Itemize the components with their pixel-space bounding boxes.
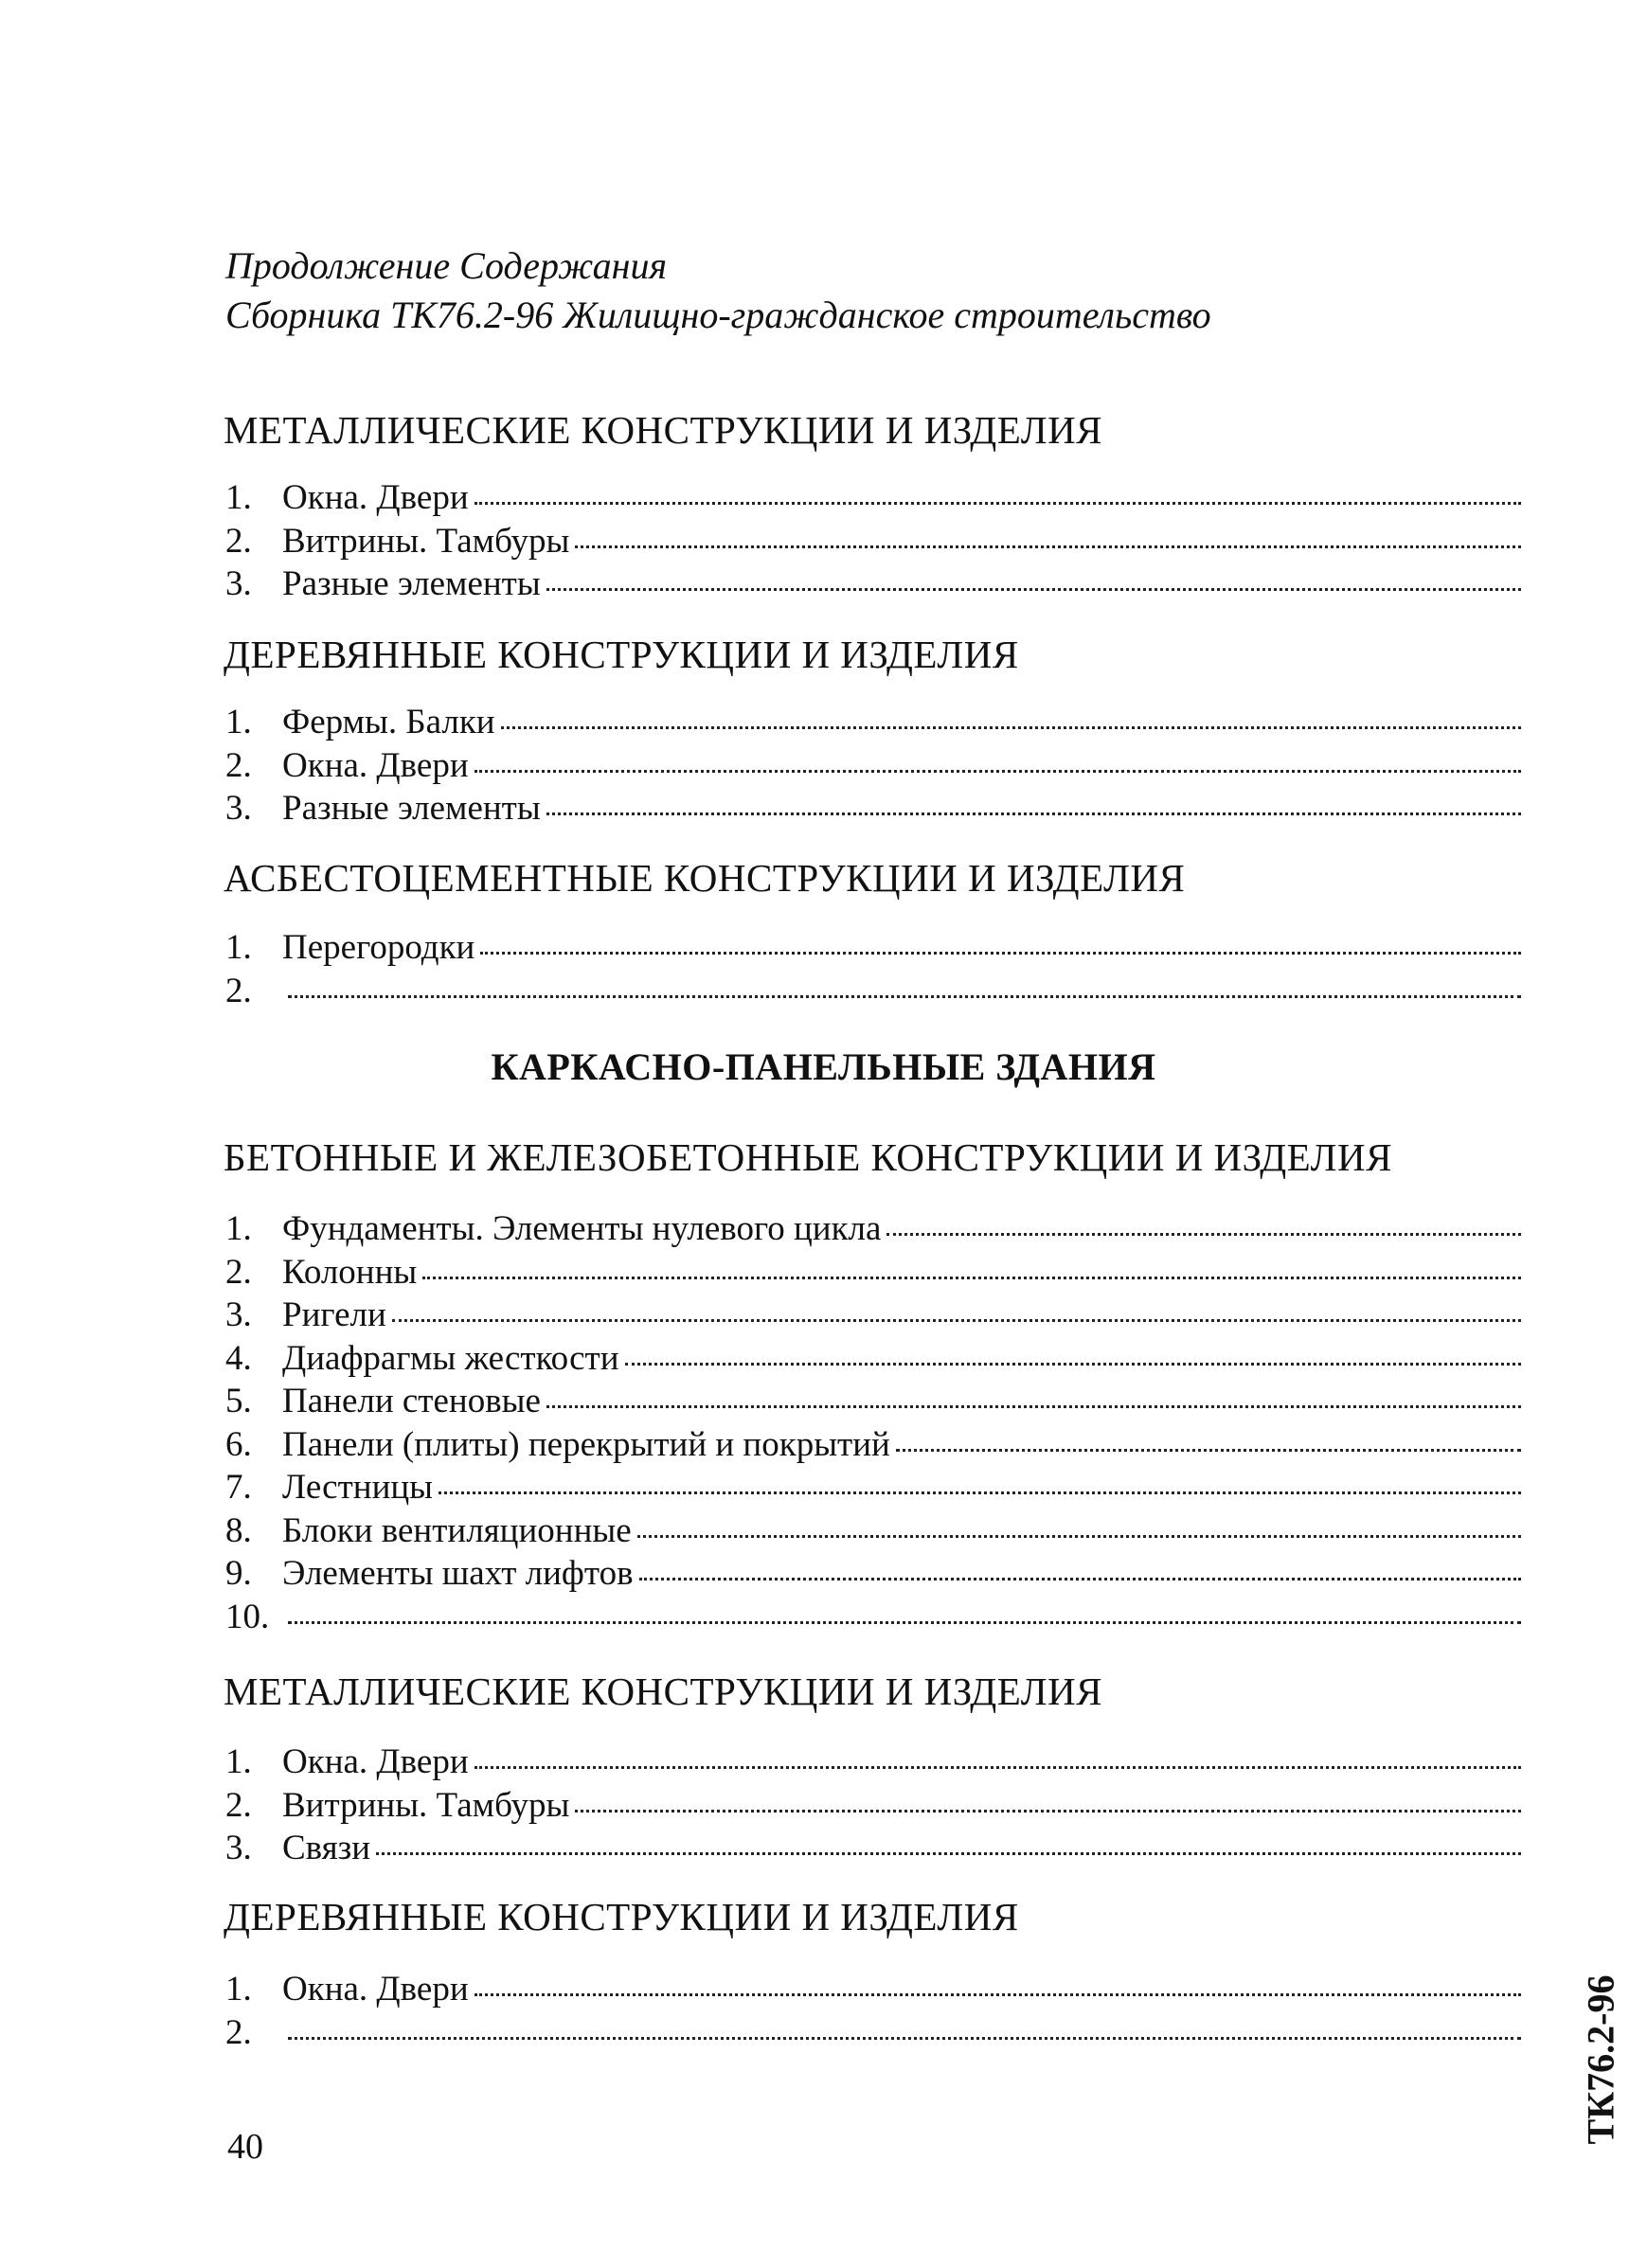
- toc-entry[interactable]: [225, 1741, 1521, 1784]
- entry-title: Блоки вентиляционные: [282, 1510, 632, 1550]
- toc-entry[interactable]: [225, 744, 1521, 788]
- toc-entry[interactable]: [225, 1294, 1521, 1337]
- dot-leader: [288, 1621, 1521, 1624]
- dot-leader: [639, 1578, 1521, 1580]
- entry-number: 1.: [225, 1209, 252, 1248]
- toc-entry[interactable]: [225, 476, 1521, 520]
- dot-leader: [422, 1277, 1521, 1279]
- entry-title: Фундаменты. Элементы нулевого цикла: [282, 1209, 882, 1248]
- dot-leader: [625, 1363, 1522, 1366]
- entry-title: Связи: [282, 1829, 371, 1867]
- dot-leader: [392, 1319, 1521, 1322]
- toc-entry[interactable]: [225, 1784, 1521, 1828]
- dot-leader: [546, 813, 1521, 815]
- entry-title: Окна. Двери: [282, 478, 469, 517]
- entry-title: Окна. Двери: [282, 745, 469, 785]
- entry-number: 1.: [225, 1970, 252, 2009]
- section-heading: БЕТОННЫЕ И ЖЕЛЕЗОБЕТОННЫЕ КОНСТРУКЦИИ И ИЗДЕЛИЯ: [224, 1135, 1392, 1179]
- dot-leader: [886, 1233, 1521, 1236]
- dot-leader: [575, 1810, 1521, 1813]
- dot-leader: [480, 952, 1521, 955]
- toc-list: [225, 476, 1521, 606]
- entry-number: 3.: [225, 564, 252, 603]
- part-heading: КАРКАСНО-ПАНЕЛЬНЫЕ ЗДАНИЯ: [491, 1045, 1156, 1088]
- entry-number: 2.: [225, 971, 252, 1010]
- entry-number: 9.: [225, 1554, 252, 1593]
- toc-entry[interactable]: [225, 1466, 1521, 1509]
- dot-leader: [637, 1535, 1521, 1538]
- toc-entry[interactable]: [225, 563, 1521, 606]
- section-heading: МЕТАЛЛИЧЕСКИЕ КОНСТРУКЦИИ И ИЗДЕЛИЯ: [224, 1670, 1103, 1713]
- toc-entry[interactable]: [225, 1552, 1521, 1596]
- entry-title: Лестницы: [282, 1468, 434, 1507]
- section-heading: АСБЕСТОЦЕМЕНТНЫЕ КОНСТРУКЦИИ И ИЗДЕЛИЯ: [224, 856, 1186, 900]
- toc-entry[interactable]: [225, 1337, 1521, 1381]
- entry-title: Панели (плиты) перекрытий и покрытий: [282, 1424, 890, 1464]
- entry-title: Элементы шахт лифтов: [282, 1554, 634, 1593]
- dot-leader: [474, 502, 1521, 505]
- toc-entry[interactable]: [225, 1596, 1521, 1639]
- entry-number: 2.: [225, 1252, 252, 1292]
- section-heading: ДЕРЕВЯННЫЕ КОНСТРУКЦИИ И ИЗДЕЛИЯ: [224, 1895, 1019, 1938]
- toc-entry[interactable]: [225, 1968, 1521, 2011]
- toc-entry[interactable]: [225, 1827, 1521, 1870]
- dot-leader: [546, 588, 1521, 591]
- entry-number: 2.: [225, 1785, 252, 1825]
- toc-list: [225, 701, 1521, 830]
- dot-leader: [439, 1491, 1521, 1494]
- header-line-2: Сборника ТК76.2-96 Жилищно-гражданское строительство: [225, 294, 1211, 336]
- dot-leader: [501, 726, 1521, 729]
- toc-entry[interactable]: [225, 970, 1521, 1013]
- toc-entry[interactable]: [225, 926, 1521, 970]
- toc-entry[interactable]: [225, 1207, 1521, 1251]
- entry-title: Окна. Двери: [282, 1970, 469, 2009]
- toc-entry[interactable]: [225, 701, 1521, 744]
- entry-number: 1.: [225, 928, 252, 967]
- entry-title: Разные элементы: [282, 564, 541, 603]
- entry-number: 3.: [225, 789, 252, 828]
- entry-number: 8.: [225, 1510, 252, 1550]
- entry-number: 1.: [225, 1742, 252, 1781]
- entry-number: 5.: [225, 1382, 252, 1420]
- entry-title: Колонны: [282, 1252, 418, 1292]
- toc-list: [225, 926, 1521, 1012]
- entry-title: Разные элементы: [282, 789, 541, 828]
- entry-title: Перегородки: [282, 928, 475, 967]
- entry-title: Диафрагмы жесткости: [282, 1338, 619, 1378]
- dot-leader: [474, 1993, 1521, 1996]
- section-heading: МЕТАЛЛИЧЕСКИЕ КОНСТРУКЦИИ И ИЗДЕЛИЯ: [224, 408, 1103, 452]
- dot-leader: [896, 1449, 1521, 1452]
- toc-entry[interactable]: [225, 1509, 1521, 1553]
- entry-number: 6.: [225, 1424, 252, 1464]
- entry-number: 2.: [225, 521, 252, 561]
- entry-title: Витрины. Тамбуры: [282, 521, 570, 561]
- page-header: [225, 241, 1211, 340]
- dot-leader: [474, 770, 1521, 773]
- entry-number: 4.: [225, 1338, 252, 1378]
- dot-leader: [288, 995, 1521, 998]
- dot-leader: [474, 1766, 1521, 1769]
- toc-entry[interactable]: [225, 1423, 1521, 1467]
- toc-entry[interactable]: [225, 787, 1521, 830]
- toc-list: [225, 1741, 1521, 1870]
- toc-list: [225, 1207, 1521, 1638]
- page-number: 40: [227, 2127, 263, 2167]
- entry-number: 2.: [225, 2012, 252, 2052]
- entry-number: 1.: [225, 703, 252, 741]
- dot-leader: [288, 2037, 1521, 2040]
- entry-number: 10.: [225, 1597, 270, 1636]
- toc-entry[interactable]: [225, 1251, 1521, 1295]
- toc-entry[interactable]: [225, 2011, 1521, 2055]
- dot-leader: [546, 1405, 1521, 1408]
- toc-list: [225, 1968, 1521, 2054]
- entry-number: 2.: [225, 745, 252, 785]
- entry-number: 3.: [225, 1295, 252, 1334]
- entry-title: Ригели: [282, 1295, 386, 1334]
- entry-title: Фермы. Балки: [282, 703, 495, 741]
- header-line-1: Продолжение Содержания: [225, 244, 668, 287]
- document-code: ТК76.2-96: [1579, 1974, 1622, 2145]
- entry-title: Витрины. Тамбуры: [282, 1785, 570, 1825]
- entry-title: Окна. Двери: [282, 1742, 469, 1781]
- dot-leader: [376, 1852, 1521, 1855]
- entry-title: Панели стеновые: [282, 1382, 541, 1420]
- entry-number: 1.: [225, 478, 252, 517]
- entry-number: 7.: [225, 1468, 252, 1507]
- section-heading: ДЕРЕВЯННЫЕ КОНСТРУКЦИИ И ИЗДЕЛИЯ: [224, 633, 1019, 676]
- entry-number: 3.: [225, 1829, 252, 1867]
- toc-entry[interactable]: [225, 1380, 1521, 1423]
- toc-entry[interactable]: [225, 520, 1521, 563]
- dot-leader: [575, 545, 1521, 548]
